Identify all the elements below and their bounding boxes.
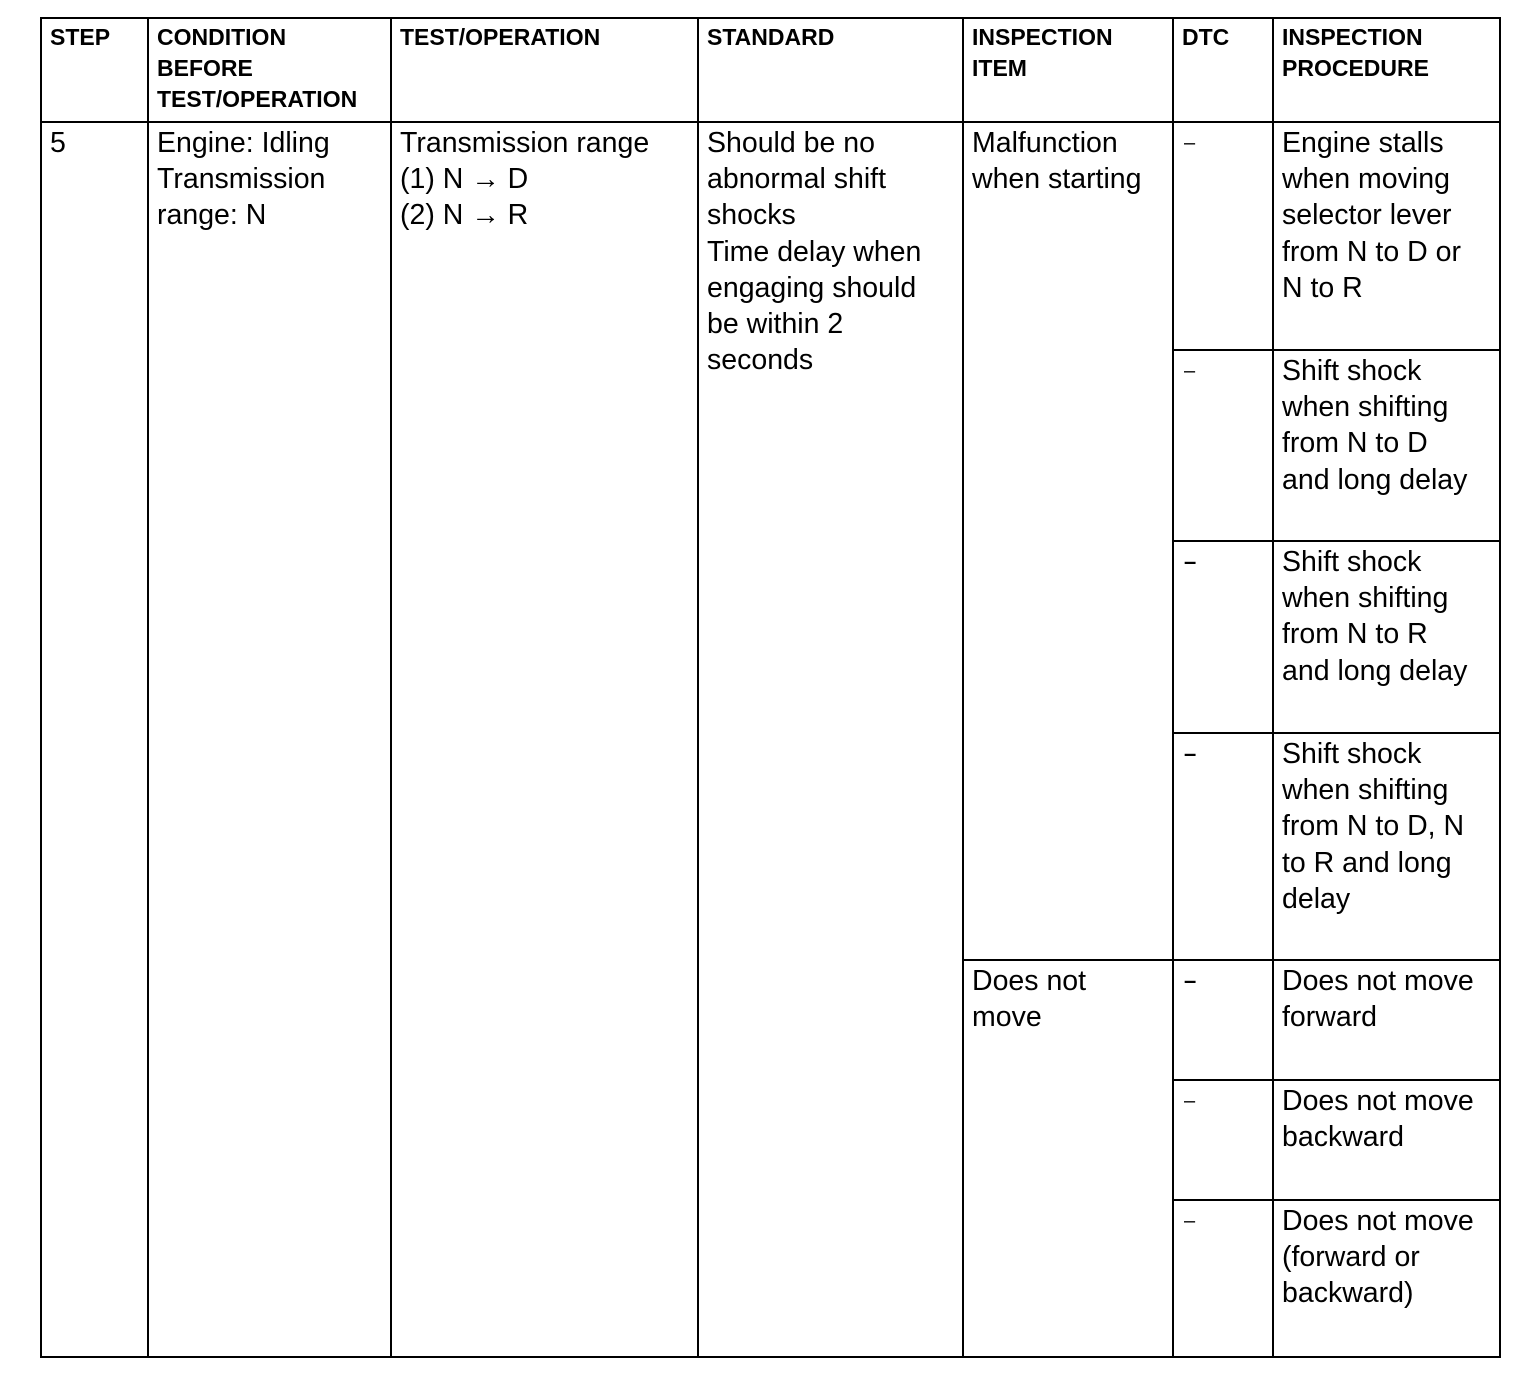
dtc-value: –	[1184, 741, 1197, 766]
header-row	[41, 18, 1500, 122]
dtc-cell	[1173, 1200, 1273, 1357]
header-step: STEP	[41, 18, 148, 122]
procedure-cell: Does not move backward	[1273, 1080, 1500, 1200]
dtc-cell	[1173, 960, 1273, 1080]
dtc-value: –	[1184, 132, 1196, 154]
dtc-value: –	[1184, 968, 1197, 993]
dtc-cell	[1173, 350, 1273, 541]
header-test-operation: TEST/OPERATION	[391, 18, 698, 122]
dtc-value: –	[1184, 1210, 1196, 1232]
dtc-cell	[1173, 122, 1273, 350]
procedure-cell: Shift shock when shifting from N to D, N to R and long delay	[1273, 733, 1500, 960]
header-condition: CONDITION BEFORE TEST/OPERATION	[148, 18, 391, 122]
dtc-cell	[1173, 1080, 1273, 1200]
inspection-table	[40, 17, 1501, 1358]
table-row	[41, 122, 1500, 350]
dtc-cell	[1173, 541, 1273, 733]
dtc-value: –	[1184, 549, 1197, 574]
test-operation-cell: Transmission range (1) N → D (2) N → R	[391, 122, 698, 1357]
dtc-value: –	[1184, 360, 1196, 382]
procedure-cell: Does not move forward	[1273, 960, 1500, 1080]
procedure-cell: Shift shock when shifting from N to R and long delay	[1273, 541, 1500, 733]
dtc-cell	[1173, 733, 1273, 960]
inspection-item-cell: Malfunction when starting	[963, 122, 1173, 960]
procedure-cell: Shift shock when shifting from N to D and long delay	[1273, 350, 1500, 541]
header-inspection-procedure: INSPECTION PROCEDURE	[1273, 18, 1500, 122]
header-dtc: DTC	[1173, 18, 1273, 122]
step-cell: 5	[41, 122, 148, 1357]
standard-cell: Should be no abnormal shift shocks Time delay when engaging should be within 2 seconds	[698, 122, 963, 1357]
condition-cell: Engine: Idling Transmission range: N	[148, 122, 391, 1357]
header-standard: STANDARD	[698, 18, 963, 122]
inspection-item-cell: Does not move	[963, 960, 1173, 1357]
procedure-cell: Engine stalls when moving selector lever from N to D or N to R	[1273, 122, 1500, 350]
procedure-cell: Does not move (forward or backward)	[1273, 1200, 1500, 1357]
dtc-value: –	[1184, 1090, 1196, 1112]
header-inspection-item: INSPECTION ITEM	[963, 18, 1173, 122]
